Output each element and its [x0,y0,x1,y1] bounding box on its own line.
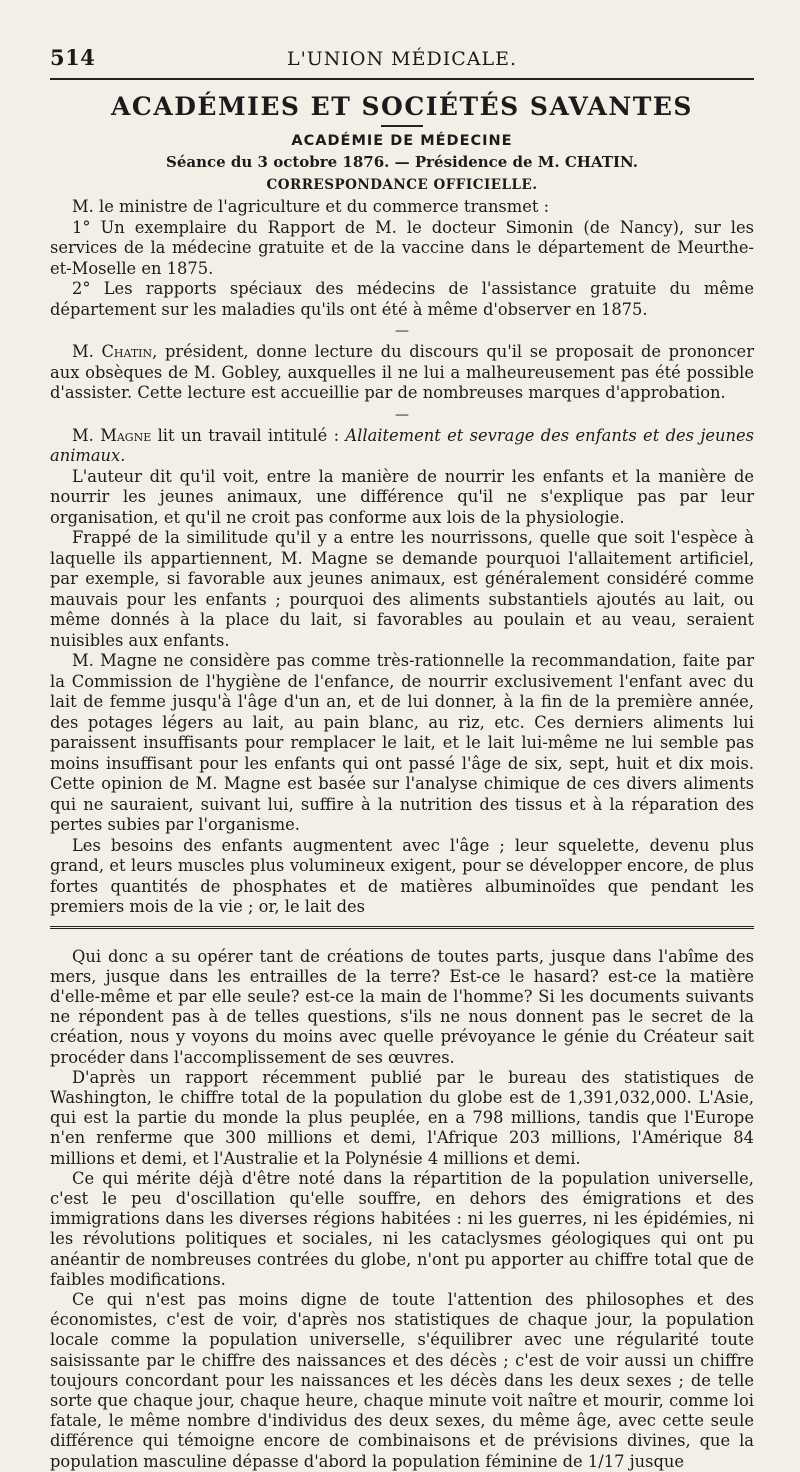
separator-dash: — [395,406,409,423]
running-head [50,40,754,70]
paragraph: M. le ministre de l'agriculture et du commerce transmet : [72,197,550,216]
paragraph-text: , président, donne lecture du discours qu'il se proposait de prononcer aux obsèques de M. Gobley, auxquelles il ne lui a malheureusement pas été possible d'assister. Cette lecture est accueillie par de nombreuses marques d'approbation. [50,342,754,402]
paragraph: D'après un rapport récemment publié par le bureau des statistiques de Washington, le chiffre total de la population du globe est de 1,391,032,000. L'Asie, qui est la partie du monde la plus peuplée, en a 798 millions, tandis que l'Europe n'en renferme que 300 millions et demi, l'Afrique 203 millions, l'Amérique 84 millions et demi, et l'Australie et la Polynésie 4 millions et demi. [50,1067,754,1168]
paragraph-magne [50,426,754,467]
page-number: 514 [50,45,96,70]
feuilleton-rule [50,926,754,933]
paragraph: L'auteur dit qu'il voit, entre la manière de nourrir les enfants et la manière de nourrir les jeunes animaux, une différence qu'il ne s'explique pas par leur organisation, et qu'il ne croit pas conforme aux lois de la physiologie. [50,466,754,527]
top-article [50,197,754,918]
paragraph: Frappé de la similitude qu'il y a entre les nourrissons, quelle que soit l'espèce à laquelle ils appartiennent, M. Magne se demande pourquoi l'allaitement artificiel, par exemple, si favorable aux jeunes animaux, est généralement considéré comme mauvais pour les enfants ; pourquoi des aliments substantiels ajoutés au lait, ou même donnés à la place du lait, si favorables au poulain et au veau, seraient nuisibles aux enfants. [50,528,754,650]
feuilleton-article [50,947,754,1472]
paragraph: Ce qui n'est pas moins digne de toute l'attention des philosophes et des économistes, c'est de voir, d'après nos statistiques de chaque jour, la population locale comme la population universelle, s'équilibrer avec une régularité toute saisissante par le chiffre des naissances et des décès ; c'est de voir aussi un chiffre toujours concordant pour les naissances et les décès dans les deux sexes ; de telle sorte que chaque jour, chaque heure, chaque minute voit naître et mourir, comme loi fatale, le même nombre d'individus des deux sexes, du même âge, avec cette seule différence qui témoigne encore de combinaisons et de prévisions divines, que la population masculine dépasse d'abord la population féminine de 1/17 jusque [50,1289,754,1471]
title-divider [381,125,423,127]
paragraph: M. Magne ne considère pas comme très-rationnelle la recommandation, faite par la Commission de l'hygiène de l'enfance, de nourrir exclusivement l'enfant avec du lait de femme jusqu'à l'âge d'un an, et de lui donner, à la fin de la première année, des potages légers au lait, au pain blanc, au riz, etc. Ces derniers aliments lui paraissent insuffisants pour remplacer le lait, et le lait lui-même ne lui semble pas moins insuffisant pour les enfants qui ont passé l'âge de six, sept, huit et dix mois. Cette opinion de M. Magne est basée sur l'analyse chimique de ces divers aliments qui ne sauraient, suivant lui, suffire à la nutrition des tissus et à la réparation des pertes subies par l'organisme. [50,651,754,834]
paragraph-chatin [50,342,754,404]
correspondance-heading: CORRESPONDANCE OFFICIELLE. [266,177,538,193]
paragraph: 1° Un exemplaire du Rapport de M. le docteur Simonin (de Nancy), sur les services de la médecine gratuite et de la vaccine dans le département de Meurthe-et-Moselle en 1875. [50,217,754,278]
paragraph-text: lit un travail intitulé : [151,425,346,445]
paragraph: Ce qui mérite déjà d'être noté dans la répartition de la population universelle, c'est le peu d'oscillation qu'elle souffre, en dehors des émigrations et des immigrations dans les diverses régions habitées : ni les guerres, ni les épidémies, ni les révolutions politiques et sociales, ni les cataclysmes géologiques qui ont pu anéantir de nombreuses contrées du globe, n'ont pu apporter au chiffre total que de faibles modifications. [50,1168,754,1289]
header-rule [50,78,754,80]
speaker-name: M. Magne [72,425,152,445]
work-title: Allaitement et sevrage des enfants et des jeunes animaux. [50,425,754,465]
journal-title: L'UNION MÉDICALE. [286,48,518,70]
paragraph: Qui donc a su opérer tant de créations de toutes parts, jusque dans l'abîme des mers, jusque dans les entrailles de la terre? Est-ce le hasard? est-ce la matière d'elle-même et par elle seule? est-ce la main de l'homme? Si les documents suivants ne répondent pas à de telles questions, s'ils ne nous donnent pas le secret de la création, nous y voyons du moins avec quelle prévoyance le génie du Créateur sait procéder dans l'accomplissement de ses œuvres. [50,946,754,1067]
paragraph: 2° Les rapports spéciaux des médecins de l'assistance gratuite du même département sur les maladies qu'ils ont été à même d'observer en 1875. [50,279,754,319]
speaker-name: M. Chatin [72,342,153,361]
section-title: ACADÉMIES ET SOCIÉTÉS SAVANTES [111,92,693,121]
separator-dash: — [395,323,409,339]
academy-heading: ACADÉMIE DE MÉDECINE [291,133,513,149]
paragraph: Les besoins des enfants augmentent avec l'âge ; leur squelette, devenu plus grand, et leurs muscles plus volumineux exigent, pour se développer encore, de plus fortes quantités de phosphates et de matières albuminoïdes que pendant les premiers mois de la vie ; or, le lait des [50,835,754,916]
seance-line: Séance du 3 octobre 1876. — Présidence de M. CHATIN. [166,153,638,171]
